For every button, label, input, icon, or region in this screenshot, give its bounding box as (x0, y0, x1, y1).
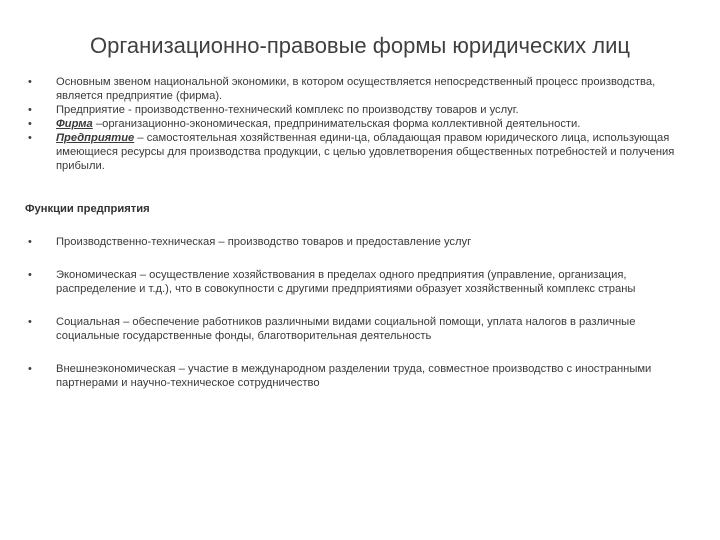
item-text: Предприятие - производственно-технический комплекс по производству товаров и услуг. (56, 104, 519, 116)
list-item (28, 315, 696, 343)
intro-list (28, 75, 696, 173)
list-item (28, 117, 696, 131)
item-text: Социальная – обеспечение работников различными видами социальной помощи, уплата налогов в различные социальные государственные фонды, благотворительная деятельность (56, 316, 636, 342)
list-item (28, 362, 696, 390)
bullet-icon: • (28, 236, 32, 248)
list-item (28, 75, 696, 103)
list-item (28, 268, 696, 296)
slide-title: Организационно-правовые формы юридических лиц (90, 33, 630, 58)
item-text: Экономическая – осуществление хозяйствования в пределах одного предприятия (управление, организация, распределение и т.д.), что в совокупности с другими предприятиями образует хозяйственный комплекс страны (56, 269, 636, 295)
bullet-icon: • (28, 269, 32, 281)
bullet-icon: • (28, 132, 32, 144)
item-text: – самостоятельная хозяйственная едини-ца, обладающая правом юридического лица, использующая имеющиеся ресурсы для производства продукции, с целью удовлетворения общественных потребностей и получения прибыли. (56, 132, 675, 172)
item-text: Основным звеном национальной экономики, в котором осуществляется непосредственный процесс производства, является предприятие (фирма). (56, 76, 656, 102)
item-text: –организационно-экономическая, предпринимательская форма коллективной деятельности. (92, 118, 581, 130)
item-text: Внешнеэкономическая – участие в международном разделении труда, совместное производство с иностранными партнерами и научно-техническое сотрудничество (56, 363, 652, 389)
bullet-icon: • (28, 76, 32, 88)
term-enterprise: Предприятие (56, 132, 135, 144)
list-item (28, 131, 696, 173)
functions-heading: Функции предприятия (25, 203, 150, 215)
functions-list (28, 235, 696, 409)
bullet-icon: • (28, 104, 32, 116)
item-text: Производственно-техническая – производство товаров и предоставление услуг (56, 236, 472, 248)
list-item (28, 103, 696, 117)
term-firm: Фирма (56, 118, 93, 130)
bullet-icon: • (28, 316, 32, 328)
bullet-icon: • (28, 118, 32, 130)
list-item (28, 235, 696, 249)
bullet-icon: • (28, 363, 32, 375)
